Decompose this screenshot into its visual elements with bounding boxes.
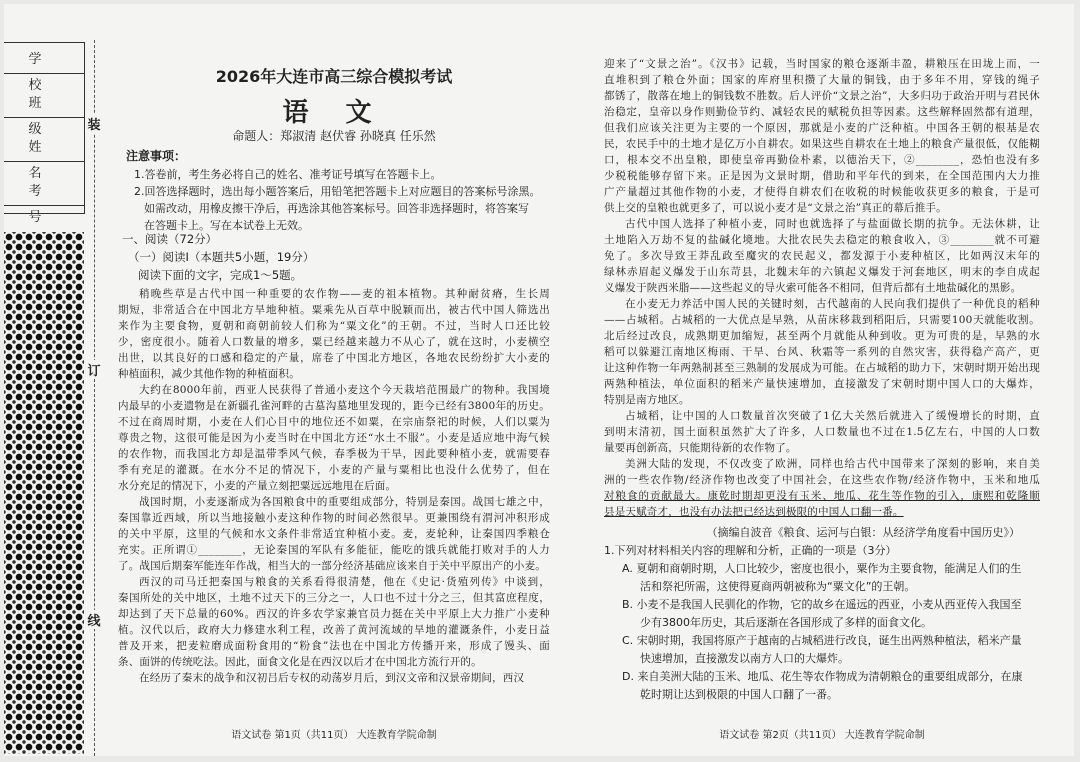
text-line: 绿林赤眉起义爆发于山东苛县，北魏末年的六镇起义爆发于河套地区，明末的李自成起 xyxy=(604,266,1040,278)
text-line: 直堆积到了粮仓外面；国家的库府里积攒了大量的铜钱，由于多年不用，穿钱的绳子 xyxy=(604,74,1040,86)
text-line: 普及开来，把麦粒磨成面粉食用的“粉食”法也在中国北方传播开来，形成了馒头、面 xyxy=(118,640,550,652)
reading-header xyxy=(118,230,550,284)
text-line: 特别是南方地区。 xyxy=(604,394,690,406)
text-line: 广产量超过其他作物的小麦，才使得自耕农们在收税的时候能收获更多的粮食，于是可 xyxy=(604,186,1040,198)
option-label: C. xyxy=(622,634,634,647)
text-line: 稍晚些草是古代中国一种重要的农作物——麦的祖本植物。其种耐贫瘠，生长周 xyxy=(139,288,550,300)
text-line: 条、面饼的传统吃法。因此，面食文化是在西汉以后才在中国北方流行开的。 xyxy=(118,656,482,668)
option-text: 快速增加，直接激发以南方人口的大爆炸。 xyxy=(640,652,849,665)
text-line: 秦国所处的关中地区，土地不过天下的三分之一，人口也不过十分之三，但其富庶程度， xyxy=(118,592,550,604)
subject-title: 语 文 xyxy=(282,98,386,128)
text-line: 内最早的小麦遗物是在新疆孔雀河畔的古墓沟墓地里发现的，距今已经有3800年的历史。 xyxy=(118,400,550,412)
text-line: ——占城稻。占城稻的一大优点是早熟，从苗床移栽到稻阳后，只需要100天就能收割。 xyxy=(604,314,1040,326)
text-line: 水分充足的情况下，小麦的产量立刻把粟远远地甩在后面。 xyxy=(118,480,397,492)
text-line: 对粮食的贡献最大。康乾时期却更没有玉米、地瓜、花生等作物的引入，康熙和乾隆顺 xyxy=(604,490,1040,502)
text-line: 但我们应该关注更为主要的一个原因，那就是小麦的广泛种植。中国各王朝的根基是农 xyxy=(604,122,1040,134)
binding-cut-line xyxy=(94,40,95,756)
text-line: 量要再创新高，只能期待新的农作物了。 xyxy=(604,442,797,454)
text-line: 供上交的皇粮也就更多了，可以说小麦才是“文景之治”真正的幕后推手。 xyxy=(604,202,947,214)
option-text: 小麦不是我国人民驯化的作物，它的故乡在遥远的西亚，小麦从西亚传入我国至 xyxy=(636,598,1022,611)
text-line: 土地陷入万劫不复的盐碱化境地。大批农民失去稳定的粮食收入，③________就不可避 xyxy=(604,234,1040,246)
option-text: 宋朝时期，我国将原产于越南的占城稻进行改良，诞生出两熟种植法，稻米产量 xyxy=(636,634,1022,647)
class-field[interactable]: 班 级 xyxy=(4,91,84,118)
text-line: 民，农民手中的土地才是亿万小自耕农。如果这些自耕农在土地上的粮食产量很低，仅能糊 xyxy=(604,138,1040,150)
text-line: 让这种作物一年两熟制甚至三熟制的发展成为可能。在占城稻的助力下，宋朝时期开始出现 xyxy=(604,362,1040,374)
text-line: 来作为主要食物，夏朝和商朝前较人们称为“粟文化”的王朝。不过，当时人口还比较 xyxy=(118,320,550,332)
exam-number-field[interactable]: 考 号 xyxy=(4,179,84,206)
text-line: 稻可以躲避江南地区梅雨、干旱、台风、秋霜等一系列的自然灾害，获得稳产高产，更 xyxy=(604,346,1040,358)
exam-title: 2026年大连市高三综合模拟考试 xyxy=(215,67,453,86)
text-line: 美洲大陆的发现，不仅改变了欧洲，同样也给古代中国带来了深刻的影响，来自美 xyxy=(625,458,1040,470)
text-line: 县是天赋奇才，也没有办法把已经达到极限的中国人口翻一番。 xyxy=(604,506,904,518)
text-line: 的关中平原，这里的气候和水文条件非常适宜种植小麦。麦，麦轮种，让秦国四季粮仓 xyxy=(118,528,550,540)
authors: 命题人：郑淑清 赵伏睿 孙晓真 任乐然 xyxy=(232,129,436,143)
text-line: 在经历了秦末的战争和汉初吕后专权的动荡岁月后，到汉文帝和汉景帝期间，西汉 xyxy=(139,672,525,684)
questions xyxy=(604,524,1040,704)
text-line: 迎来了“文景之治”。《汉书》记载，当时国家的粮仓逐渐丰盈，耕粮压在田垅上而，一 xyxy=(604,58,1040,70)
security-pattern xyxy=(4,232,84,754)
text-line: 秦国靠近西域，所以当地接触小麦这种作物的时间必然很早。更兼围绕有渭河冲积形成 xyxy=(118,512,550,524)
instruction: 阅读下面的文字，完成1～5题。 xyxy=(138,268,303,282)
text-line: 北后经过改良，成熟期更加缩短，甚至两个月就能从种到收。更为可贵的是，早熟的水 xyxy=(604,330,1040,342)
text-line: 口，根本交不出皇粮，即使皇帝再勤俭朴素，以德治天下，②________，恐怕也没有多 xyxy=(604,154,1040,166)
name-field[interactable]: 姓 名 xyxy=(4,135,84,162)
text-line: 洲的一些农作物/经济作物也改变了中国社会，在这些农作物/经济作物中，玉米和地瓜 xyxy=(604,474,1040,486)
note-item: 2.回答选择题时，选出每小题答案后，用铅笔把答题卡上对应题目的答案标号涂黑。 xyxy=(134,185,541,198)
text-line: 战国时期，小麦逐渐成为各国粮食中的重要组成部分，特别是秦国。战国七雄之中， xyxy=(139,496,550,508)
text-line: 古代中国人选择了种植小麦，同时也就选择了与盐面做长期的抗争。无法休耕，让 xyxy=(625,218,1040,230)
binding-strip xyxy=(4,42,88,756)
text-line: 的农作物，而我国北方却是温带季风气候，春季极为干旱，因此要种植小麦，就需要春 xyxy=(118,448,550,460)
passage-page1 xyxy=(118,286,550,686)
notes-title: 注意事项： xyxy=(126,149,187,163)
option-text: 来自美洲大陆的玉米、地瓜、花生等农作物成为清朝粮仓的重要组成部分，在康 xyxy=(637,670,1023,683)
text-line: 少税税能够存留下来。正是因为文景时期，借助和平年代的到来，在全国范围内大力推 xyxy=(604,170,1040,182)
passage-page2 xyxy=(604,56,1040,520)
text-line: 出世，以其良好的口感和稳定的产量，席卷了中国北方地区，各地农民纷纷扩大小麦的 xyxy=(118,352,550,364)
question-1-stem: 1.下列对材料相关内容的理解和分析，正确的一项是（3分） xyxy=(604,544,897,557)
option-text: 活和祭祀所需，这使得夏商两朝被称为“粟文化”的王朝。 xyxy=(640,580,916,593)
text-line: 充实。正所谓①________，无论秦国的军队有多能征，能吃的饿兵就能打败对手的人力 xyxy=(118,544,550,556)
option-label: A. xyxy=(622,562,633,575)
text-line: 到明末清初，国土面积虽然扩大了许多，人口数量也不过在1.5亿左右，中国的人口数 xyxy=(604,426,1040,438)
text-line: 了。战国后期秦军能连年作战，相当大的一部分经济基础应该来自于关中平原出产的小麦。 xyxy=(118,560,546,572)
cut-mark-ding: 订 xyxy=(86,360,102,379)
text-line: 不过在商周时期，小麦在人们心目中的地位还不如粟，在宗庙祭祀的时候，人们以粟为 xyxy=(118,416,550,428)
option-text: 乾时期让达到极限的中国人口翻了一番。 xyxy=(640,688,838,701)
text-line: 季有充足的灌溉。在水分不足的情况下，小麦的产量与粟相比也没什么优势了，但在 xyxy=(118,464,550,476)
text-line: 治稳定，皇帝以身作则勤俭节约、减轻农民的赋税负担等因素。这些解释固然都有道理， xyxy=(604,106,1040,118)
text-line: 尊贵之物，这很可能是因为小麦当时在中国北方还“水土不服”。小麦是适应地中海气候 xyxy=(118,432,550,444)
text-line: 两熟种植法，单位面积的稻米产量快速增加，直接激发了宋朝时期中国人口的大爆炸， xyxy=(604,378,1040,390)
source-citation: （摘编自波音《粮食、运河与白银：从经济学角度看中国历史》） xyxy=(706,526,1020,539)
text-line: 在小麦无力养活中国人民的关键时刻，古代越南的人民向我们提供了一种优良的稻种 xyxy=(625,298,1040,310)
option-label: B. xyxy=(622,598,634,611)
text-line: 西汉的司马迁把秦国与粮食的关系看得很清楚，他在《史记·货殖列传》中谈到， xyxy=(139,576,550,588)
option-text: 夏朝和商朝时期，人口比较少，密度也很小，粟作为主要食物，能满足人们的生 xyxy=(636,562,1022,575)
school-field[interactable]: 学 校 xyxy=(4,47,84,74)
note-item: 如需改动，用橡皮擦干净后，再选涂其他答案标号。回答非选择题时，将答案写 xyxy=(144,202,529,215)
student-info-box xyxy=(4,42,85,225)
subsection-title: （一）阅读Ⅰ（本题共5小题，19分） xyxy=(128,250,315,264)
text-line: 期短，非常适合在中国北方旱地种植。粟乘先从百草中脱颖而出，被古代中国人筛选出 xyxy=(118,304,550,316)
text-line: 少，密度很小。随着人口数量的增多，粟已经越来越力不从心了，就在这时，小麦横空 xyxy=(118,336,550,348)
section-title: 一、阅读（72分） xyxy=(122,232,218,246)
text-line: 植。汉代以后，政府大力修建水利工程，改善了黄河流域的旱地的灌溉条件，小麦日益 xyxy=(118,624,550,636)
text-line: 义爆发于陕西米脂——这些起义的导火索可能各不相同，但背后都有土地盐碱化的黑影。 xyxy=(604,282,1022,294)
option-b[interactable] xyxy=(604,596,1040,632)
note-item: 在答题卡上。写在本试卷上无效。 xyxy=(144,219,309,232)
text-line: 大约在8000年前，西亚人民获得了普通小麦这个今天栽培范围最广的物种。我国境 xyxy=(139,384,550,396)
text-line: 免了。多次导致王莽乱政至魔灾的农民起义，都发源于小麦种植区，比如两汉末年的 xyxy=(604,250,1040,262)
text-line: 种植面积，减少其他作物的种植面积。 xyxy=(118,368,300,380)
note-item: 1.答卷前，考生务必将自己的姓名、准考证号填写在答题卡上。 xyxy=(134,168,442,181)
cut-mark-zhuang: 装 xyxy=(86,114,102,133)
cut-mark-xian: 线 xyxy=(86,610,102,629)
text-line: 都锈了，散落在地上的铜钱数不胜数。后人评价“文景之治”，大多归功于政治开明与君民休 xyxy=(604,90,1040,102)
text-line: 占城稻，让中国的人口数量首次突破了1亿大关然后就进入了缓慢增长的时期，直 xyxy=(625,410,1040,422)
exam-sheet xyxy=(4,4,1074,756)
option-c[interactable] xyxy=(604,632,1040,668)
text-line: 却达到了天下总量的60%。西汉的许多农学家兼官员力挺在关中平原上大力推广小麦种 xyxy=(118,608,550,620)
page-1-footer: 语文试卷 第1页（共11页） 大连教育学院命制 xyxy=(231,730,437,741)
option-a[interactable] xyxy=(604,560,1040,596)
page-2-footer: 语文试卷 第2页（共11页） 大连教育学院命制 xyxy=(719,730,925,741)
option-label: D. xyxy=(622,670,634,683)
option-d[interactable] xyxy=(604,668,1040,704)
option-text: 少有3800年历史，其后逐渐在各国形成了多样的面食文化。 xyxy=(640,616,932,629)
notes xyxy=(126,147,550,234)
